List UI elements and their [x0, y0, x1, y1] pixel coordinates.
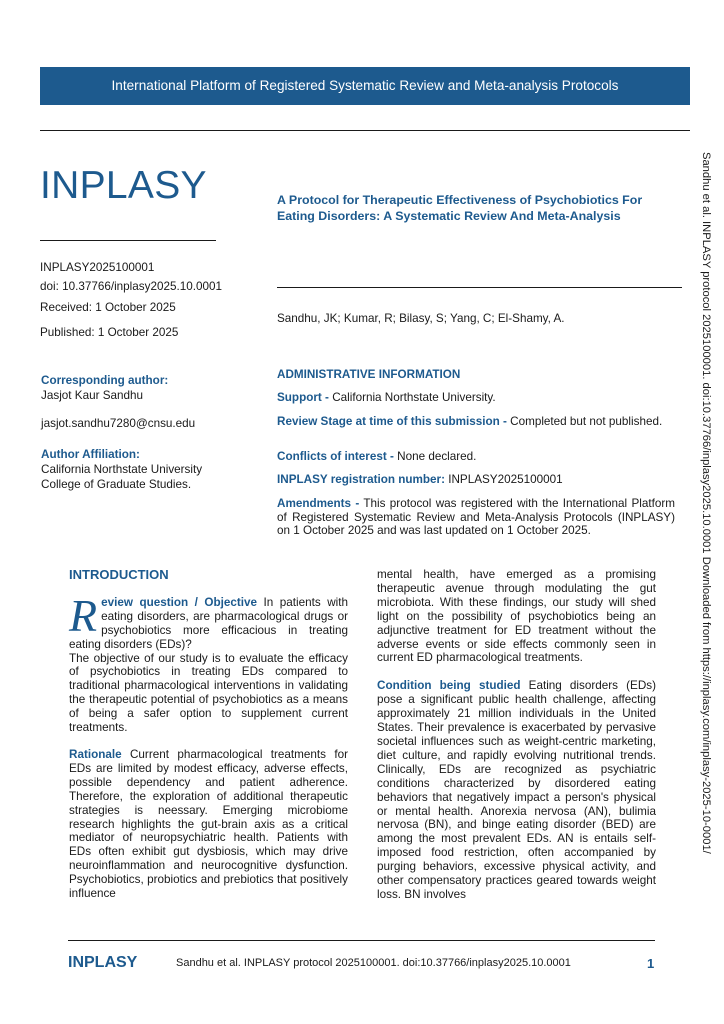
- stage-value: Completed but not published.: [510, 415, 663, 428]
- review-question-label: eview question / Objective: [101, 595, 258, 609]
- intro-right-column: [377, 568, 656, 902]
- page-number: 1: [647, 956, 655, 971]
- admin-review-stage: [277, 415, 675, 429]
- corresponding-author: [41, 373, 251, 431]
- title-divider: [277, 287, 682, 288]
- amend-label: Amendments -: [277, 497, 360, 510]
- intro-left-column: [69, 568, 348, 901]
- stage-label: Review Stage at time of this submission -: [277, 415, 507, 428]
- header-divider: [40, 130, 690, 131]
- support-label: Support -: [277, 391, 329, 404]
- regnum-label: INPLASY registration number:: [277, 473, 445, 486]
- admin-registration-number: [277, 473, 675, 487]
- paper-title: A Protocol for Therapeutic Effectiveness of Psychobiotics For Eating Disorders: A Systematic Review And Meta-Analysis: [277, 193, 643, 223]
- registration-id: INPLASY2025100001: [40, 261, 155, 274]
- admin-conflicts: [277, 450, 675, 464]
- drop-cap: R: [69, 589, 98, 641]
- footer-citation: Sandhu et al. INPLASY protocol 2025100001. doi:10.37766/inplasy2025.10.0001: [176, 957, 571, 969]
- rationale-label: Rationale: [69, 747, 122, 761]
- side-citation: Sandhu et al. INPLASY protocol 2025100001. doi:10.37766/inplasy2025.10.0001 Downloaded from https://inplasy.com/inplasy-2025-10-0001/: [700, 152, 712, 854]
- rationale-paragraph: [69, 748, 348, 901]
- regnum-value: INPLASY2025100001: [448, 473, 563, 486]
- objective-paragraph: The objective of our study is to evaluate the efficacy of psychobiotics in treating EDs compared to traditional pharmacological interventions in validating the therapeutic potential of psychobiotics as a means of being a safer option to supplement current treatments.: [69, 651, 348, 735]
- published-date: Published: 1 October 2025: [40, 326, 179, 339]
- author-affiliation: [41, 447, 251, 492]
- condition-text: Eating disorders (EDs) pose a significant public health challenge, affecting approximately 21 million individuals in the United States. Their prevalence is exacerbated by pervasive societal influences such as weight-centric marketing, diet culture, and rapidly evolving nutritional trends. Clinically, EDs are recognized as psychiatric conditions characterized by disordered eating behaviors that negatively impact a person's physical or mental health. Anorexia nervosa (AN), bulimia nervosa (BN), and binge eating disorder (BED) are among the most prevalent EDs. AN is entails self-imposed food restriction, often accompanied by purging behaviors, excessive physical activity, and other compensatory practices geared towards weight loss. BN involves: [377, 679, 656, 901]
- review-question-text: In patients with eating disorders, are pharmacological drugs or psychobiotics more efficacious in treating eating disorders (EDs)?: [69, 595, 349, 651]
- footer-logo: INPLASY: [68, 954, 138, 971]
- corresponding-name: Jasjot Kaur Sandhu: [41, 389, 144, 402]
- conflicts-value: None declared.: [397, 450, 477, 463]
- review-question-paragraph: [69, 589, 349, 652]
- amend-value: This protocol was registered with the International Platform of Registered Systematic Review and Meta-Analysis Protocols (INPLASY) on 1 October 2025 and was last updated on 1 October 2025.: [277, 497, 675, 537]
- doi: doi: 10.37766/inplasy2025.10.0001: [40, 280, 222, 293]
- corresponding-label: Corresponding author:: [41, 374, 169, 387]
- corresponding-email[interactable]: jasjot.sandhu7280@cnsu.edu: [41, 417, 196, 430]
- received-date: Received: 1 October 2025: [40, 301, 176, 314]
- footer-divider: [68, 940, 655, 941]
- journal-logo: INPLASY: [40, 164, 207, 207]
- rationale-text: Current pharmacological treatments for EDs are limited by modest efficacy, adverse effects, possible dependency and patient adherence. Therefore, the exploration of additional therapeutic strategies is neessary. Emerging microbiome research highlights the gut-brain axis as a critical mediator of neuropsychiatric health. Patients with EDs often exhibit gut dysbiosis, which may drive neuroinflammation and neurocognitive dysfunction. Psychobiotics, probiotics and prebiotics that positively influence: [69, 747, 349, 901]
- journal-banner: International Platform of Registered Systematic Review and Meta-analysis Protocols: [40, 67, 690, 105]
- intro-heading: INTRODUCTION: [69, 567, 169, 582]
- admin-heading: ADMINISTRATIVE INFORMATION: [277, 368, 461, 381]
- condition-label: Condition being studied: [377, 679, 521, 693]
- rationale-continued: mental health, have emerged as a promising therapeutic avenue through modulating the gut microbiota. With these findings, our study will shed light on the possibility of psychobiotics being an adjunctive treatment for ED treatment without the adverse events or side effects commonly seen in current ED pharmacological treatments.: [377, 568, 656, 665]
- admin-support: [277, 391, 675, 405]
- affiliation-label: Author Affiliation:: [41, 448, 140, 461]
- logo-divider: [40, 240, 216, 241]
- support-value: California Northstate University.: [332, 391, 496, 404]
- admin-amendments: [277, 497, 675, 538]
- author-list: Sandhu, JK; Kumar, R; Bilasy, S; Yang, C; El-Shamy, A.: [277, 312, 565, 325]
- affiliation-line2: College of Graduate Studies.: [41, 478, 192, 491]
- condition-paragraph: [377, 679, 656, 902]
- affiliation-line1: California Northstate University: [41, 463, 203, 476]
- conflicts-label: Conflicts of interest -: [277, 450, 394, 463]
